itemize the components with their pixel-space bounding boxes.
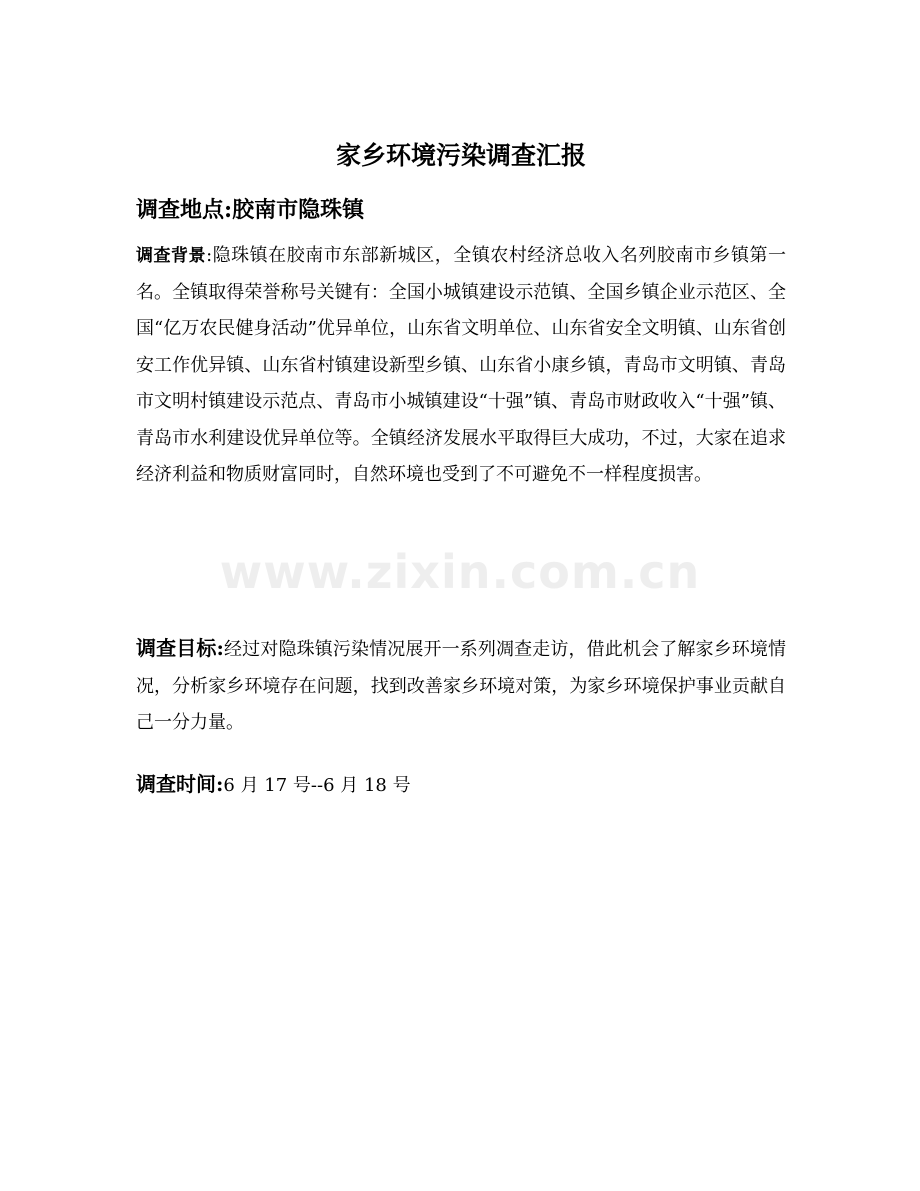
survey-goal-text: 经过对隐珠镇污染情况展开一系列凋查走访，借此机会了解家乡环境情况，分析家乡环境存在问题，找到改善家乡环境对策，为家乡环境保护事业贡献自己一分力量。 [136, 639, 787, 733]
survey-background-label: 调查背景 [136, 246, 207, 266]
survey-background-text: :隐珠镇在胶南市东部新城区，全镇农村经济总收入名列胶南市乡镇第一名。全镇取得荣誉称号关键有：全国小城镇建设示范镇、全国乡镇企业示范区、全国“亿万农民健身活动”优异单位，山东省文明单位、山东省安全文明镇、山东省创安工作优异镇、山东省村镇建设新型乡镇、山东省小康乡镇，青岛市文明镇、青岛市文明村镇建设示范点、青岛市小城镇建设“十强”镇、青岛市财政收入“十强”镇、青岛市水利建设优异单位等。全镇经济发展水平取得巨大成功，不过，大家在追求经济利益和物质财富同时，自然环境也受到了不可避免不一样程度损害。 [136, 245, 787, 485]
survey-goal-label: 调查目标: [136, 636, 224, 660]
survey-goal [136, 630, 786, 742]
survey-time-value: 6 月 17 号--6 月 18 号 [223, 775, 411, 796]
document-title: 家乡环境污染调查汇报 [335, 141, 586, 170]
survey-location [136, 192, 786, 228]
survey-location-value: 胶南市隐珠镇 [232, 197, 365, 223]
watermark: www.zixin.com.cn [219, 545, 701, 599]
survey-time [136, 766, 786, 805]
survey-time-label: 调查时间: [136, 772, 224, 796]
survey-location-label: 调查地点: [136, 197, 233, 223]
survey-background [136, 238, 786, 494]
